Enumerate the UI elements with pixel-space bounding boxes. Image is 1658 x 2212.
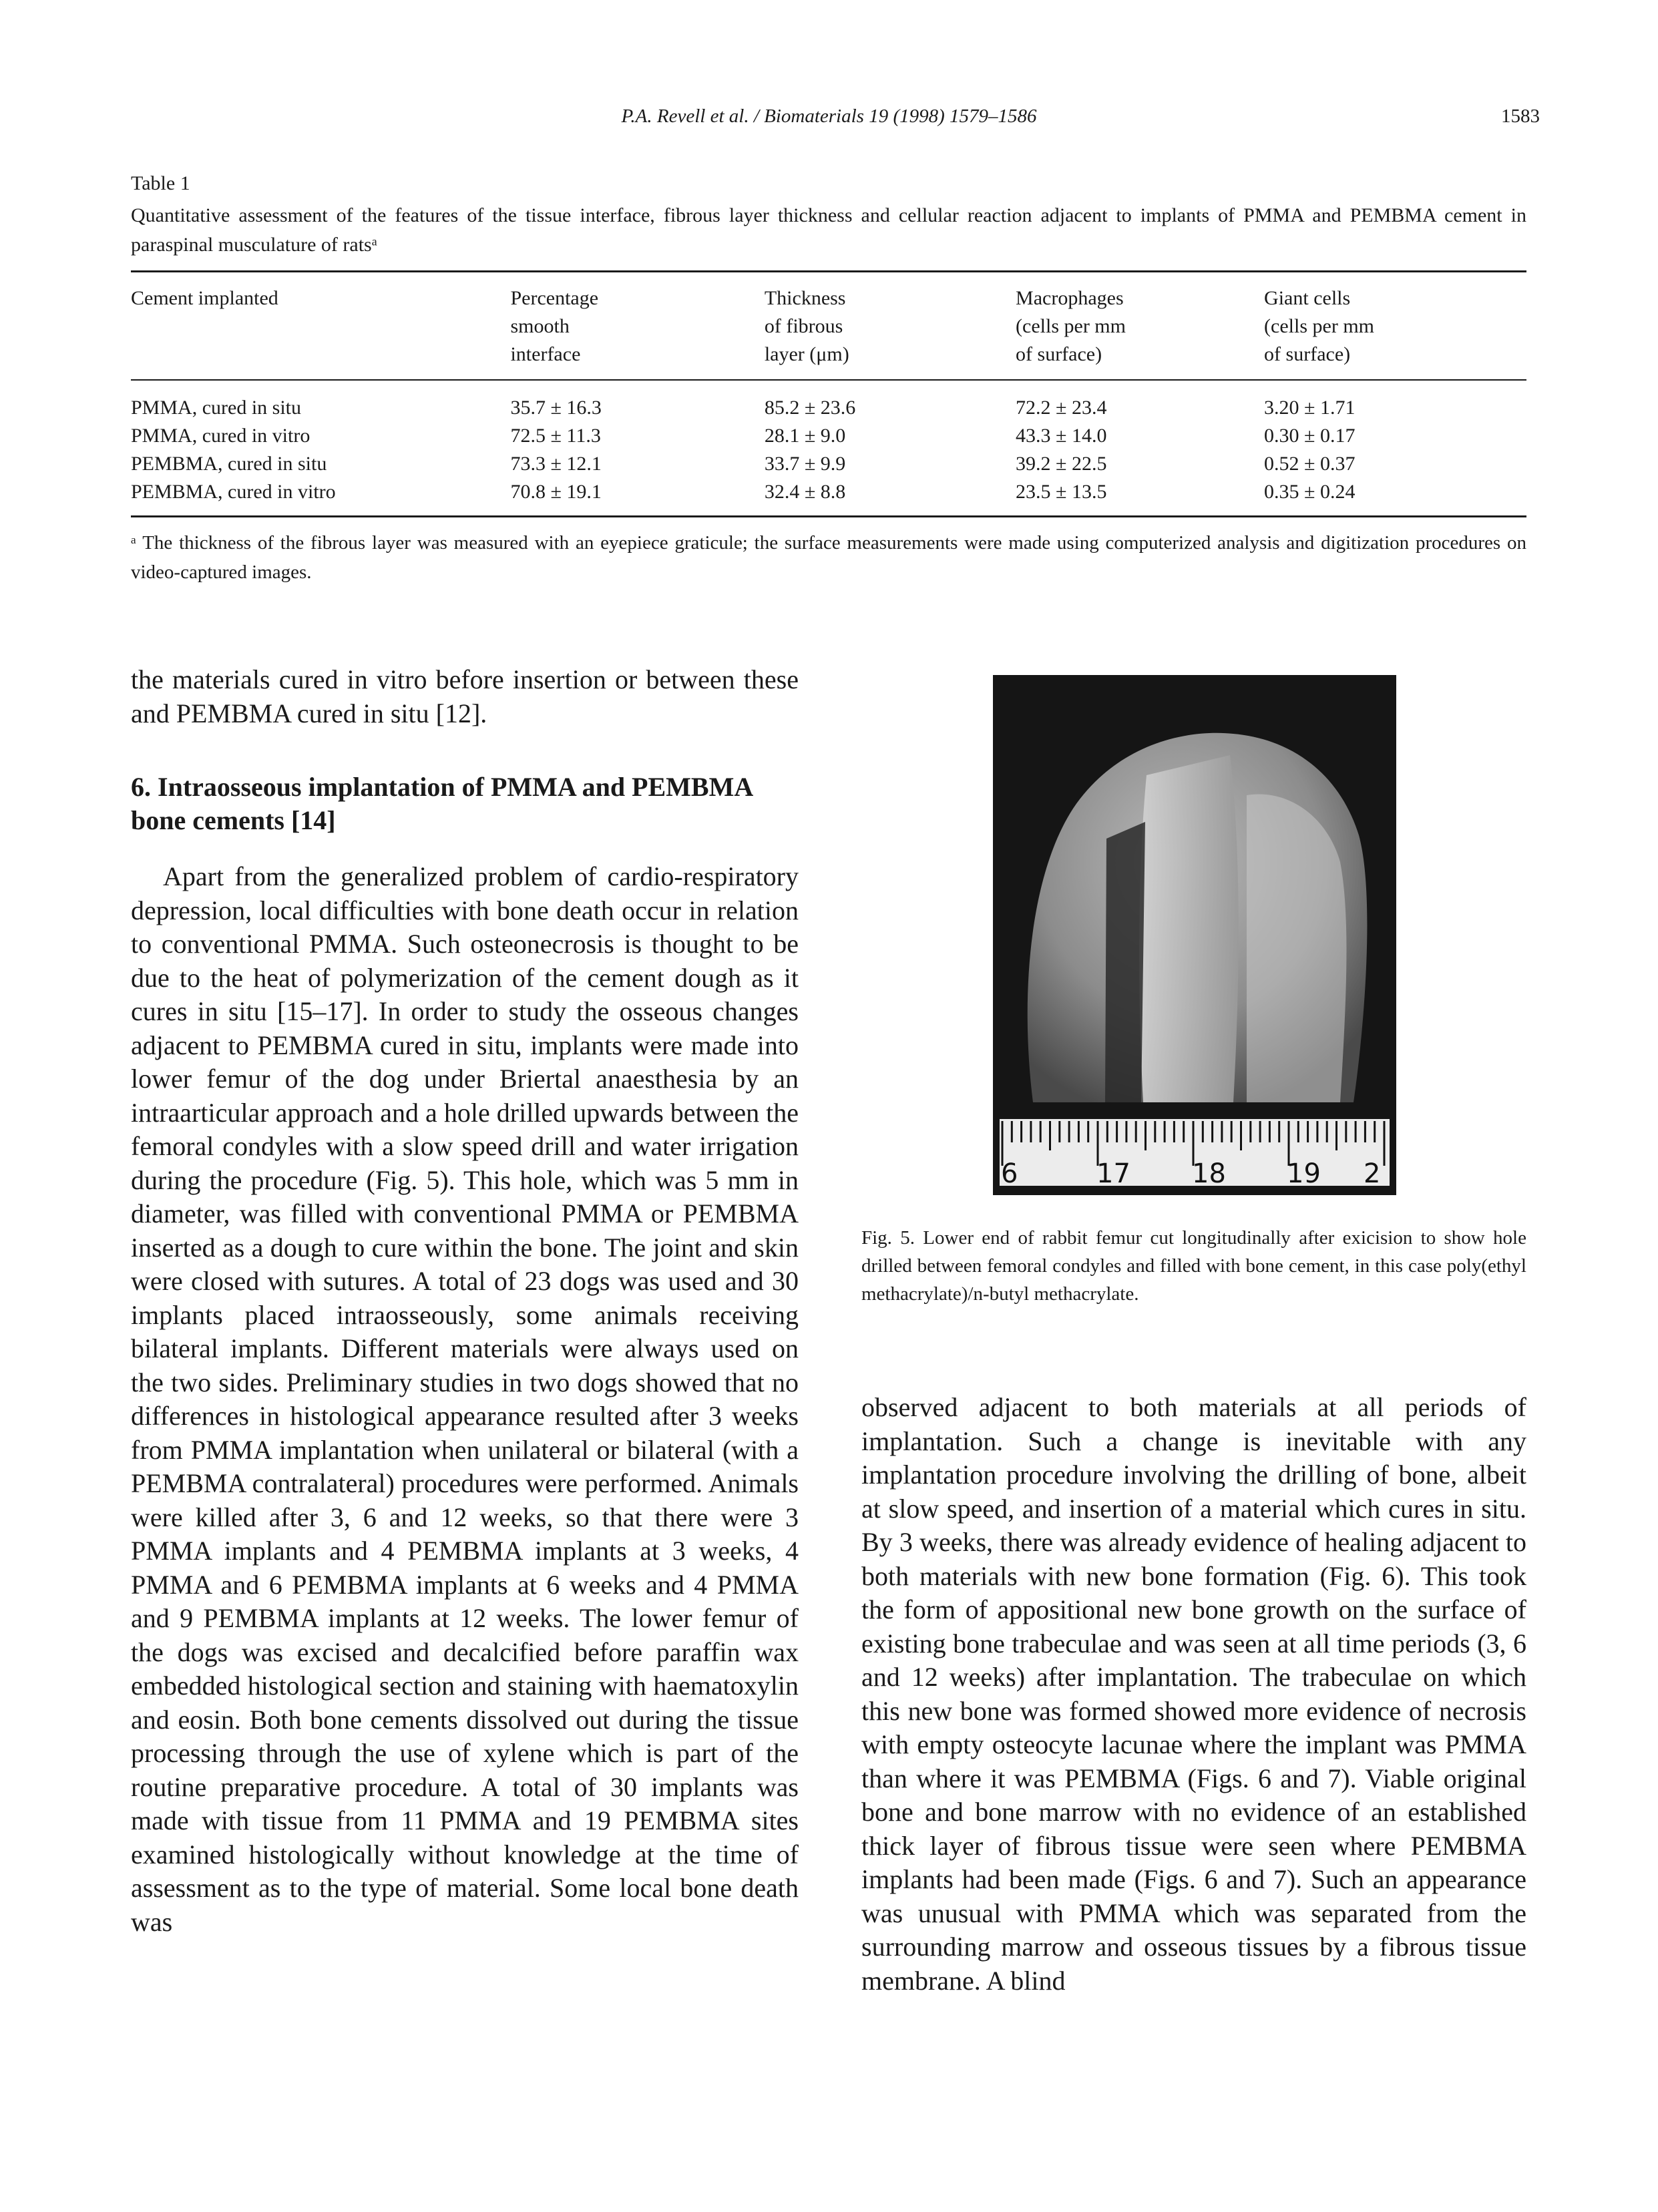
column-header: Percentage smooth interface: [510, 287, 599, 365]
table-cell: 72.2 ± 23.4: [1016, 397, 1107, 419]
table-cell: 28.1 ± 9.0: [764, 425, 846, 447]
ruler-label: 6: [1001, 1158, 1018, 1189]
table-cell: 43.3 ± 14.0: [1016, 425, 1107, 447]
section-heading: 6. Intraosseous implantation of PMMA and PEMBMA bone cements [14]: [131, 772, 753, 835]
table-row: [131, 381, 1526, 422]
figure-5-caption: Fig. 5. Lower end of rabbit femur cut longitudinally after exicision to show hole drilled between femoral condyles and filled with bone cement, in this case poly(ethyl methacrylate)/n-butyl methacrylate.: [861, 1227, 1526, 1305]
table-cell: 33.7 ± 9.9: [764, 453, 846, 475]
table-header-row: [131, 272, 1526, 379]
table-cell: 70.8 ± 19.1: [510, 481, 602, 503]
table-cell: PMMA, cured in situ: [131, 397, 301, 419]
table-cell: 3.20 ± 1.71: [1264, 397, 1356, 419]
table-cell: 39.2 ± 22.5: [1016, 453, 1107, 475]
table-label: Table 1: [131, 172, 190, 194]
continuation-paragraph: the materials cured in vitro before insertion or between these and PEMBMA cured in situ [12].: [131, 664, 799, 728]
data-table: [131, 272, 1526, 515]
page-number: 1583: [1501, 105, 1540, 127]
table-cell: 72.5 ± 11.3: [510, 425, 601, 447]
table-cell: 32.4 ± 8.8: [764, 481, 846, 503]
table-caption: Quantitative assessment of the features of the tissue interface, fibrous layer thickness and cellular reaction adjacent to implants of PMMA and PEMBMA cement in paraspinal musculature of ratsᵃ: [131, 204, 1526, 256]
ruler-label: 17: [1096, 1158, 1130, 1189]
table-cell: 0.35 ± 0.24: [1264, 481, 1356, 503]
table-cell: PMMA, cured in vitro: [131, 425, 310, 447]
body-paragraph: Apart from the generalized problem of cardio-respiratory depression, local difficulties with bone death occur in relation to conventional PMMA. Such osteonecrosis is thought to be due to the heat of polymerization of the cement dough as it cures in situ [15–17]. In order to study the osseous changes adjacent to PEMBMA cured in situ, implants were made into lower femur of the dog under Briertal anaesthesia by an intraarticular approach and a hole drilled upwards between the femoral condyles with a slow speed drill and water irrigation during the procedure (Fig. 5). This hole, which was 5 mm in diameter, was filled with conventional PMMA or PEMBMA inserted as a dough to cure within the bone. The joint and skin were closed with sutures. A total of 23 dogs was used and 30 implants placed intraosseously, some animals receiving bilateral implants. Different materials were always used on the two sides. Preliminary studies in two dogs showed that no differences in histological appearance resulted after 3 weeks from PMMA implantation when unilateral or bilateral (with a PEMBMA contralateral) procedures were performed. Animals were killed after 3, 6 and 12 weeks, so that there were 3 PMMA implants and 4 PEMBMA implants at 3 weeks, 4 PMMA and 6 PEMBMA implants at 6 weeks and 4 PMMA and 9 PEMBMA implants at 12 weeks. The lower femur of the dogs was excised and decalcified before paraffin wax embedded histological section and staining with haematoxylin and eosin. Both bone cements dissolved out during the tissue processing through the use of xylene which is part of the routine preparative procedure. A total of 30 implants was made with tissue from 11 PMMA and 19 PEMBMA sites examined histologically without knowledge at the time of assessment as to the type of material. Some local bone death was: [131, 861, 799, 1937]
drill-hole-shadow: [1105, 822, 1145, 1102]
page-header: [0, 105, 1658, 135]
table-cell: 23.5 ± 13.5: [1016, 481, 1107, 503]
ruler-label: 18: [1192, 1158, 1226, 1189]
table-row: [131, 450, 1526, 478]
body-paragraph-right: observed adjacent to both materials at all periods of implantation. Such a change is inevitable with any implantation procedure involving the drilling of bone, albeit at slow speed, and insertion of a material which cures in situ. By 3 weeks, there was already evidence of healing adjacent to both materials with new bone formation (Fig. 6). This took the form of appositional new bone growth on the surface of existing bone trabeculae and was seen at all time periods (3, 6 and 12 weeks) after implantation. The trabeculae on which this new bone was formed showed more evidence of necrosis with empty osteocyte lacunae where the implant was PMMA than where it was PEMBMA (Figs. 6 and 7). Viable original bone and bone marrow with no evidence of an established thick layer of fibrous tissue were seen where PEMBMA implants had been made (Figs. 6 and 7). Such an appearance was unusual with PMMA which was separated from the surrounding marrow and osseous tissues by a fibrous tissue membrane. A blind: [861, 1392, 1526, 1996]
column-header: Cement implanted: [131, 287, 278, 309]
column-header: Macrophages (cells per mm of surface): [1016, 287, 1126, 365]
table-bottom-rule: [131, 515, 1526, 517]
column-header: Thickness of fibrous layer (μm): [764, 287, 849, 365]
table-row: [131, 478, 1526, 515]
figure-5-photo: [993, 675, 1396, 1195]
table-cell: PEMBMA, cured in situ: [131, 453, 327, 475]
table-row: [131, 422, 1526, 450]
ruler-label: 2: [1364, 1158, 1381, 1189]
left-column: [131, 663, 799, 1939]
table-cell: 0.52 ± 0.37: [1264, 453, 1356, 475]
table-footnote: ᵃ The thickness of the fibrous layer was measured with an eyepiece graticule; the surface measurements were made using computerized analysis and digitization procedures on video-captured images.: [131, 532, 1526, 583]
table-cell: 0.30 ± 0.17: [1264, 425, 1356, 447]
column-header: Giant cells (cells per mm of surface): [1264, 287, 1374, 365]
table-cell: PEMBMA, cured in vitro: [131, 481, 336, 503]
table-cell: 85.2 ± 23.6: [764, 397, 856, 419]
table-1: [131, 172, 1526, 587]
table-cell: 35.7 ± 16.3: [510, 397, 602, 419]
cement-plug: [1139, 755, 1239, 1102]
ruler-label: 19: [1287, 1158, 1321, 1189]
table-cell: 73.3 ± 12.1: [510, 453, 602, 475]
running-head: P.A. Revell et al. / Biomaterials 19 (1998) 1579–1586: [621, 105, 1037, 127]
right-column: [861, 1391, 1526, 1998]
